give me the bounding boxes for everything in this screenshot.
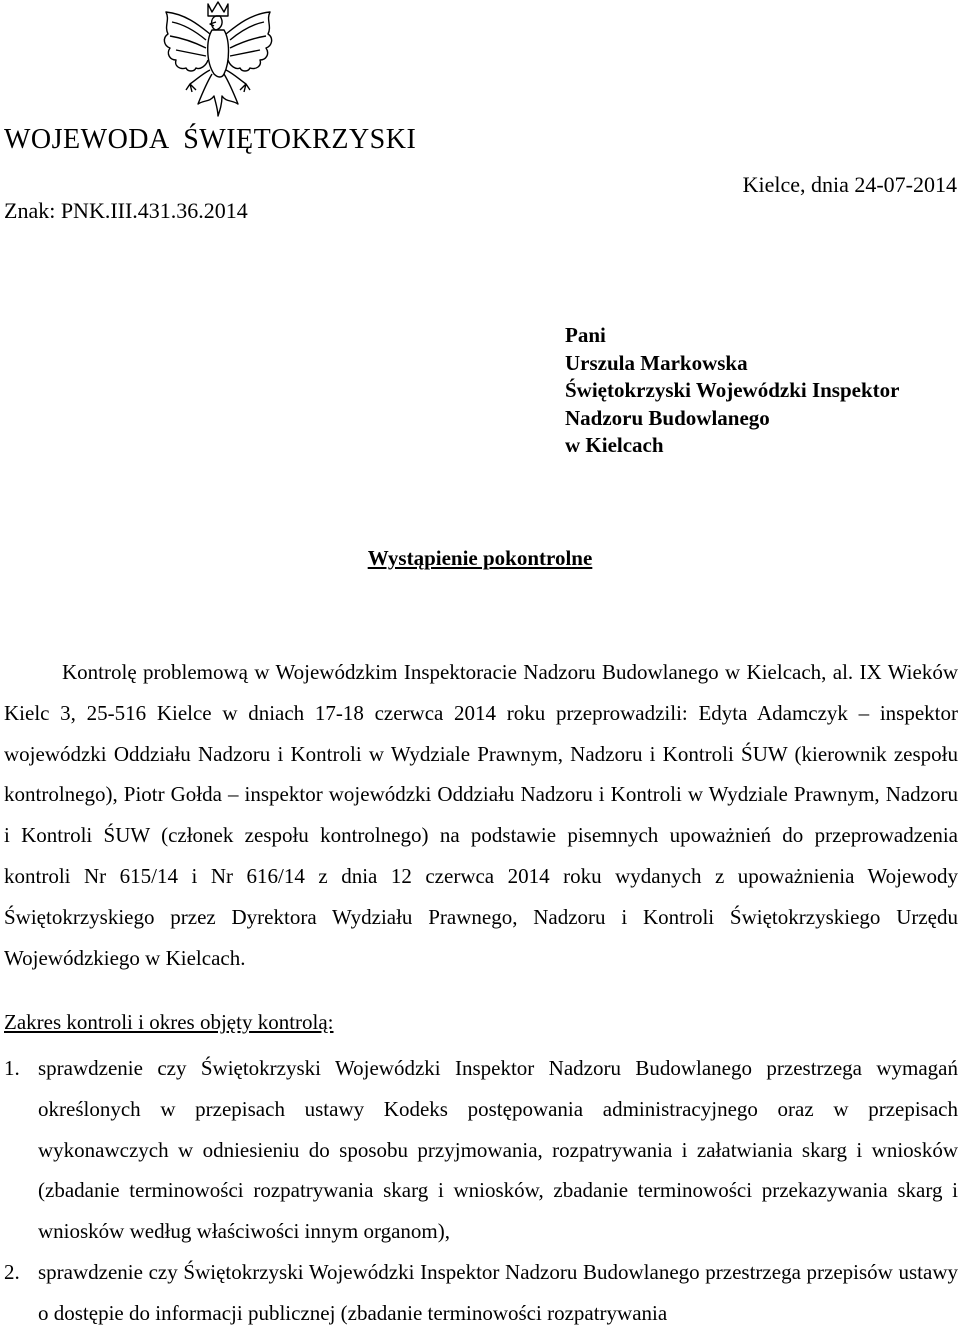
intro-paragraph: Kontrolę problemową w Wojewódzkim Inspektoracie Nadzoru Budowlanego w Kielcach, al. IX Wieków Kielc 3, 25-516 Kielce w dniach 17-18 czerwca 2014 roku przeprowadzili: Edyta Adamczyk – inspektor wojewódzki Oddziału Nadzoru i Kontroli w Wydziale Prawnym, Nadzoru i Kontroli ŚUW (kierownik zespołu kontrolnego), Piotr Gołda – inspektor wojewódzki Oddziału Nadzoru i Kontroli w Wydziale Prawnym, Nadzoru i Kontroli ŚUW (członek zespołu kontrolnego) na podstawie pisemnych upoważnień do przeprowadzenia kontroli Nr 615/14 i Nr 616/14 z dnia 12 czerwca 2014 roku wydanych z upoważnienia Wojewody Świętokrzyskiego przez Dyrektora Wydziału Prawnego, Nadzoru i Kontroli Świętokrzyskiego Urzędu Wojewódzkiego w Kielcach. [4, 660, 958, 970]
document-date: Kielce, dnia 24-07-2014 [742, 172, 957, 197]
recipient-line: Pani [565, 323, 606, 347]
recipient-line: Urszula Markowska [565, 350, 748, 375]
recipient-line: Świętokrzyski Wojewódzki Inspektor [565, 378, 900, 402]
list-item [4, 1252, 958, 1334]
list-item-number: 2. [4, 1259, 20, 1284]
list-item [4, 1048, 958, 1252]
list-item-text: sprawdzenie czy Świętokrzyski Wojewódzki Inspektor Nadzoru Budowlanego przestrzega wymagań określonych w przepisach ustawy Kodeks postępowania administracyjnego oraz w przepisach wykonawczych w odniesieniu do sposobu przyjmowania, rozpatrywania i załatwiania skarg i wniosków (zbadanie terminowości rozpatrywania skarg i wniosków, zbadanie terminowości przekazywania skarg i wniosków według właściwości innym organom), [38, 1056, 958, 1244]
eagle-emblem-icon [156, 0, 280, 120]
list-item-text: sprawdzenie czy Świętokrzyski Wojewódzki Inspektor Nadzoru Budowlanego przestrzega przepisów ustawy o dostępie do informacji publicznej (zbadanie terminowości rozpatrywania [38, 1259, 958, 1325]
reference-number: Znak: PNK.III.431.36.2014 [4, 198, 248, 223]
recipient-address [565, 322, 899, 460]
list-item-number: 1. [4, 1056, 20, 1080]
authority-title: WOJEWODA ŚWIĘTOKRZYSKI [4, 124, 417, 155]
scope-heading: Zakres kontroli i okres objęty kontrolą: [4, 1010, 334, 1034]
recipient-line: Nadzoru Budowlanego [565, 405, 770, 430]
document-subject [0, 546, 960, 571]
recipient-line: w Kielcach [565, 433, 664, 457]
subject-text: Wystąpienie pokontrolne [367, 546, 593, 570]
scope-list [4, 1048, 958, 1334]
